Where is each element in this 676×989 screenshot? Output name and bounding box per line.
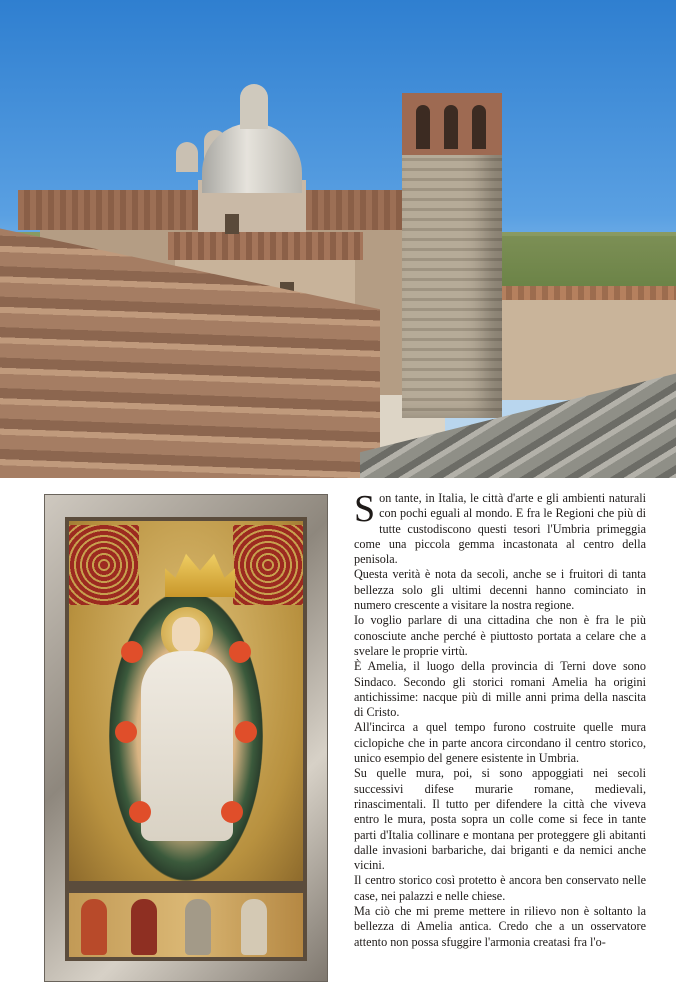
ornament-left [69,525,139,605]
article-body [354,488,646,950]
cherub [229,641,251,663]
cherub [221,801,243,823]
saint-figure [241,899,267,955]
rooftop-photo [0,0,676,478]
chapel-roof [168,232,363,260]
madonna-face [172,617,200,653]
cherub [235,721,257,743]
painting-panel [65,517,307,961]
cherub [129,801,151,823]
saint-figure [131,899,157,955]
dome-lantern [240,84,268,129]
saint-figure [185,899,211,955]
paragraph: Il centro storico così protetto è ancora ben conservato nelle case, nei palazzi e nelle chiese. [354,873,646,903]
upper-panel [69,521,303,881]
cherub [121,641,143,663]
cherub [115,721,137,743]
lead-text: on tante, in Italia, le città d'arte e gli ambienti naturali con pochi eguali al mondo. E fra le Regioni che più di tutte custodiscono questi tesori l'Umbria primeggia come una piccola gemma incastonata al centro della penisola. [354,491,646,567]
madonna-painting [45,495,327,981]
paragraph: È Amelia, il luogo della provincia di Terni dove sono Sindaco. Secondo gli storici romani Amelia ha origini antichissime: nacque più di mille anni prima della nascita di Cristo. [354,659,646,720]
ornament-right [233,525,303,605]
belfry-arch [472,105,486,149]
paragraph: All'incirca a quel tempo furono costruite quelle mura ciclopiche che in parte ancora circondano il centro storico, unico esempio del genere esistente in Umbria. [354,720,646,766]
crown-icon [165,549,235,597]
drop-cap: S [354,488,376,530]
lead-paragraph [354,488,646,567]
belfry-arch [416,105,430,149]
paragraph: Questa verità è nota da secoli, anche se i fruitori di tanta bellezza solo gli ultimi decenni hanno cominciato in numero crescente a visitare la nostra regione. [354,567,646,613]
paragraph: Ma ciò che mi preme mettere in rilievo non è soltanto la bellezza di Amelia antica. Credo che a un osservatore attento non possa sfuggire l'armonia creatasi fra l'o- [354,904,646,949]
small-cupola [176,142,198,172]
paragraph: Io voglio parlare di una cittadina che non è fra le più conosciute anche perché è piuttosto portata a celare che a svelare le proprie virtù. [354,613,646,658]
paragraph: Su quelle mura, poi, si sono appoggiati nei secoli successivi difese murarie romane, medievali, rinascimentali. Il tutto per difendere la città che viveva entro le mura, posta sopra un colle come si fece in tante parti d'Italia collinare e montana per proteggere gli abitanti dalle invasioni barbariche, dai briganti e da nemici anche vicini. [354,766,646,873]
belfry-arch [444,105,458,149]
window [225,214,239,234]
saint-figure [81,899,107,955]
madonna-robe [141,651,233,841]
